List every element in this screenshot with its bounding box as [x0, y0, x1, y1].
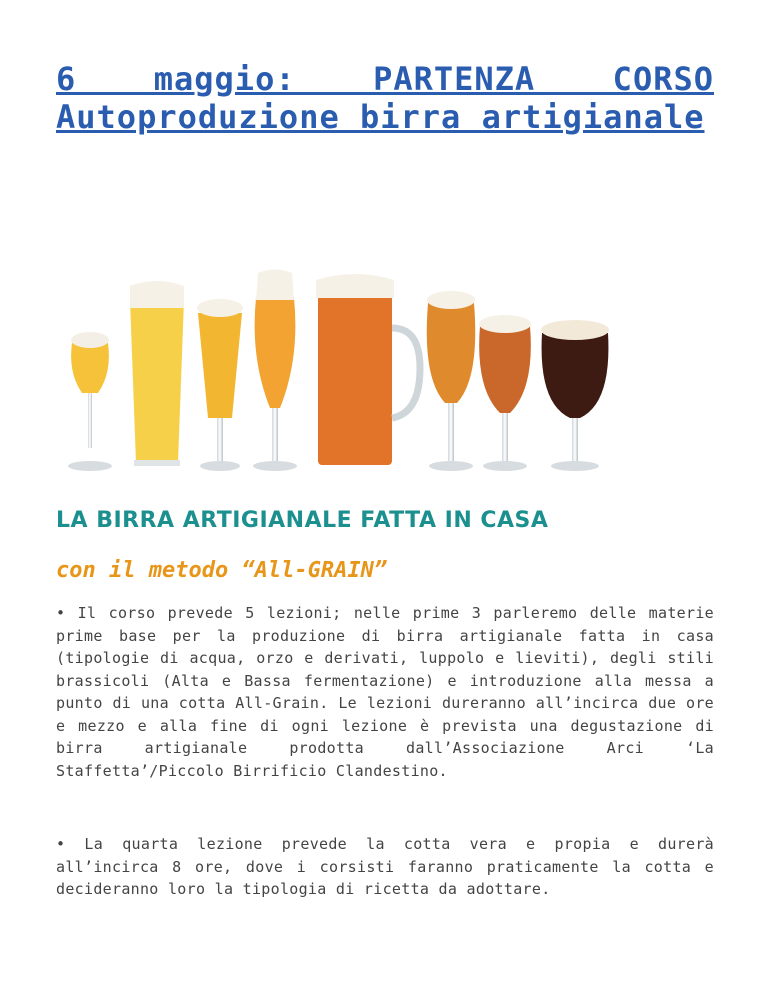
- post-title[interactable]: 6 maggio: PARTENZA CORSO Autoproduzione birra artigianale: [56, 60, 714, 136]
- beer-glasses-image: [60, 268, 660, 473]
- paragraph-fourth-lesson: • La quarta lezione prevede la cotta vera e propia e durerà all’incirca 8 ore, dove i corsisti faranno praticamente la cotta e decideranno loro la tipologia di ricetta da adottare.: [56, 835, 714, 898]
- glass-8: [541, 320, 609, 471]
- glass-5: [316, 274, 420, 465]
- glass-1: [68, 332, 112, 471]
- glass-7: [479, 315, 531, 471]
- glass-4: [253, 270, 297, 472]
- section-heading: LA BIRRA ARTIGIANALE FATTA IN CASA: [56, 508, 549, 533]
- glass-6: [427, 291, 475, 471]
- paragraph-lessons: • Il corso prevede 5 lezioni; nelle prime 3 parleremo delle materie prime base per la produzione di birra artigianale fatta in casa (tipologie di acqua, orzo e derivati, luppolo e lieviti), degli stili brassicoli (Alta e Bassa fermentazione) e introduzione alla messa a punto di una cotta All-Grain. Le lezioni dureranno all’incirca due ore e mezzo e alla fine di ogni lezione è prevista una degustazione di birra artigianale prodotta dall’Associazione Arci ‘La Staffetta’/Piccolo Birrificio Clandestino.: [56, 604, 714, 780]
- glass-3: [197, 299, 243, 471]
- section-subheading: con il metodo “All-GRAIN”: [56, 558, 388, 583]
- glass-2: [130, 281, 184, 466]
